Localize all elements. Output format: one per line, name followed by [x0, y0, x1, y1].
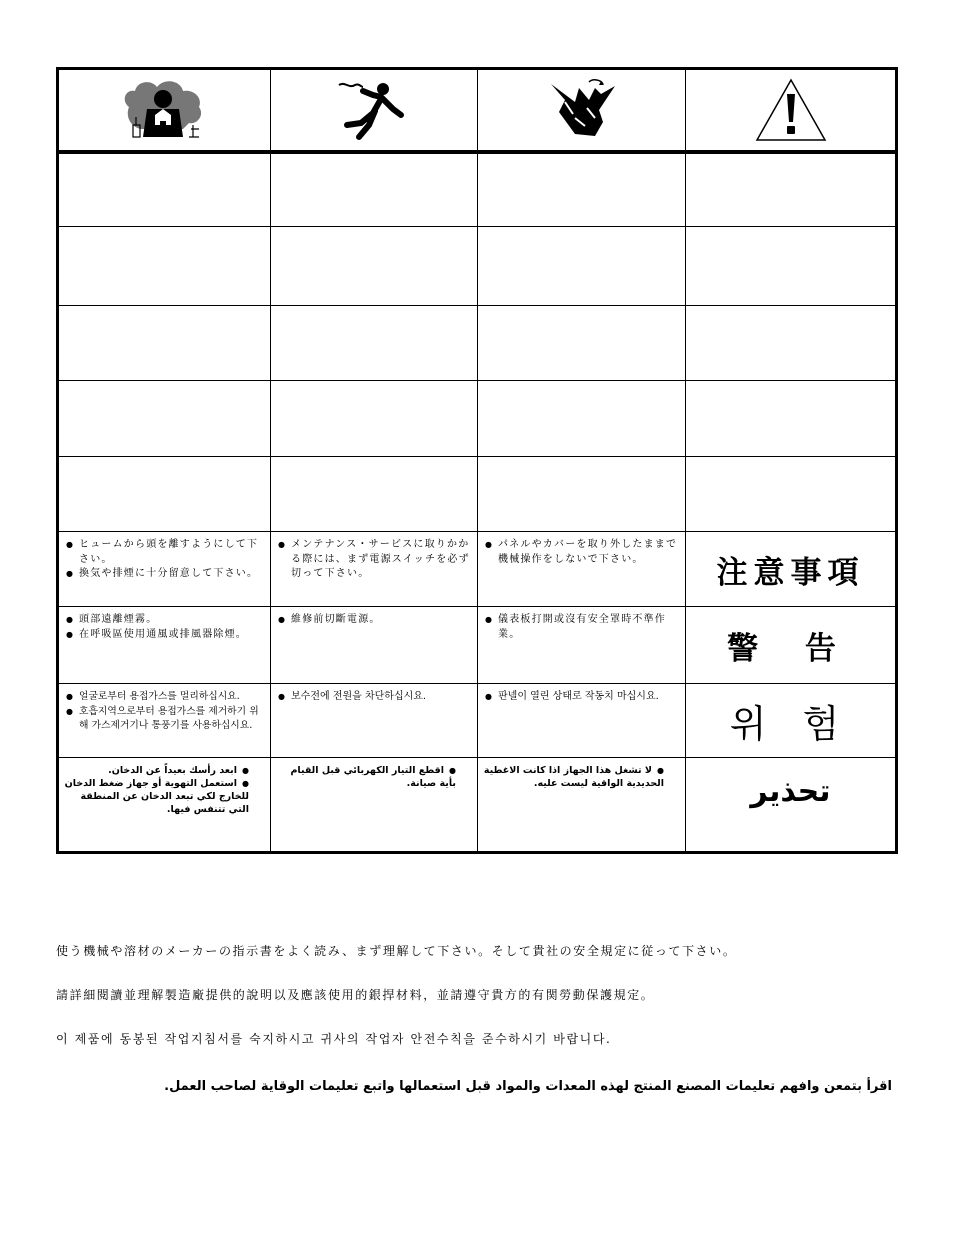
footer-zh: 請詳細閱讀並理解製造廠提供的說明以及應該使用的銀捍材料，並請遵守貴方的有関勞動保護規定。 [56, 988, 655, 1002]
ko-fumes-bullet: ● 얼굴로부터 용접가스를 멀리하십시요. [66, 690, 266, 705]
fumes-cell [59, 70, 271, 154]
ko-panel-bullet: ● 판넬이 열린 상태로 작동치 마십시요. [485, 690, 681, 705]
electric-shock-icon [337, 79, 411, 141]
electric-shock-cell [271, 70, 478, 154]
ar-fumes-bullet: ● استعمل التهوية أو جهاز ضغط الدخان للخارج لكي تبعد الدخان عن المنطقة التي تتنفس فيها. [63, 777, 262, 816]
zh-warning-header: 警 告 [727, 630, 854, 667]
ja-shock-bullet: ● メンテナンス・サービスに取りかかる際には、まず電源スイッチを必ず切って下さい。 [278, 538, 473, 582]
moving-parts-cell [478, 70, 686, 154]
ko-fumes-bullet: ● 호흡지역으로부터 용접가스를 제거하기 위해 가스제거기나 통풍기를 사용하십시요. [66, 705, 266, 734]
footer-ko: 이 제품에 동봉된 작업지침서를 숙지하시고 귀사의 작업자 안전수칙을 준수하시기 바랍니다. [56, 1032, 612, 1046]
moving-parts-hand-icon [545, 78, 619, 142]
warning-cell [686, 70, 895, 154]
ar-shock-bullet: ● اقطع التيار الكهربائي قبل القيام بأية صيانة. [275, 764, 469, 790]
footer-ar: اقرأ بتمعن وافهم تعليمات المصنع المنتج لهذه المعدات والمواد قبل استعمالها واتبع تعليمات الوقاية لصاحب العمل. [164, 1079, 892, 1094]
ko-warning-header: 위 험 [729, 702, 852, 746]
ja-panel-bullet: ● パネルやカバーを取り外したままで機械操作をしないで下さい。 [485, 538, 681, 567]
empty-row [59, 154, 895, 227]
chinese-row [59, 607, 895, 684]
ar-fumes-bullet: ● ابعد رأسك بعيداً عن الدخان. [63, 764, 262, 777]
warning-triangle-icon [755, 78, 827, 142]
icon-row [59, 70, 895, 154]
ko-shock-bullet: ● 보수전에 전원을 차단하십시요. [278, 690, 473, 705]
zh-shock-bullet: ● 維修前切斷電源。 [278, 613, 473, 628]
arabic-row [59, 758, 895, 851]
zh-panel-bullet: ● 儀表板打開或沒有安全罩時不準作業。 [485, 613, 681, 642]
empty-row [59, 306, 895, 381]
ja-fumes-bullet: ● 換気や排煙に十分留意して下さい。 [66, 567, 266, 582]
ja-fumes-bullet: ● ヒュームから頭を離すようにして下さい。 [66, 538, 266, 567]
zh-fumes-bullet: ● 頭部遠離煙霧。 [66, 613, 266, 628]
empty-row [59, 381, 895, 457]
multilingual-warning-table [56, 67, 898, 854]
footer-ja: 使う機械や溶材のメーカーの指示書をよく読み、まず理解して下さい。そして貴社の安全規定に従って下さい。 [56, 944, 737, 958]
zh-fumes-bullet: ● 在呼吸區使用通風或排風器除煙。 [66, 628, 266, 643]
fumes-icon [119, 79, 211, 141]
japanese-row [59, 532, 895, 607]
ar-panel-bullet: ● لا تشغل هذا الجهاز اذا كانت الاغطية الحديدية الواقية ليست عليه. [482, 764, 677, 790]
korean-row [59, 684, 895, 758]
ar-warning-header: تحذير [750, 774, 831, 809]
ja-warning-header: 注意事項 [716, 554, 865, 591]
empty-row [59, 227, 895, 306]
empty-row [59, 457, 895, 532]
